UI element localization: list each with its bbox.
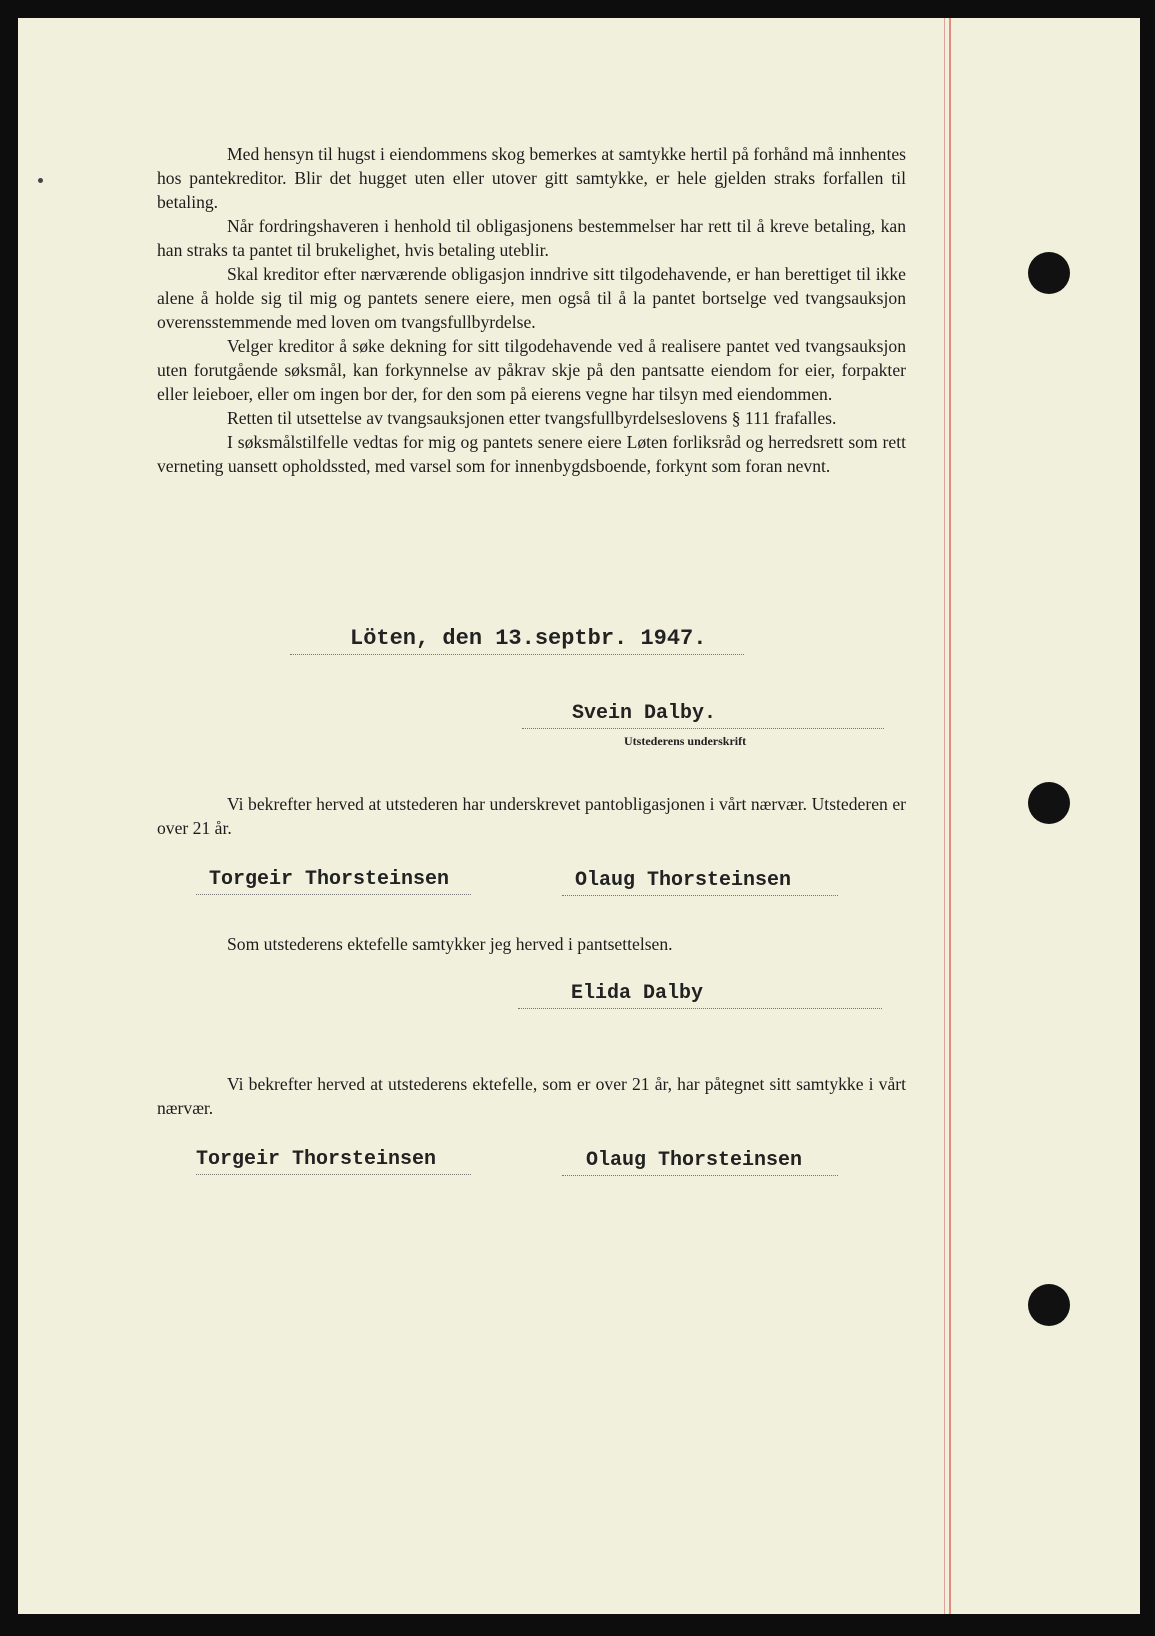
statement-text: Vi bekrefter herved at utstederens ektefelle, som er over 21 år, har påtegnet sitt samtykke i vårt nærvær.	[157, 1074, 906, 1118]
ink-speck	[38, 178, 43, 183]
punch-hole	[1028, 1284, 1070, 1326]
paragraph: Retten til utsettelse av tvangsauksjonen etter tvangsfullbyrdelseslovens § 111 frafalles.	[227, 408, 837, 428]
document-page	[18, 18, 1140, 1614]
place-date: Löten, den 13.septbr. 1947.	[290, 626, 744, 655]
witness-signature: Olaug Thorsteinsen	[562, 1149, 838, 1176]
margin-rule	[944, 18, 945, 1614]
margin-rule	[949, 18, 951, 1614]
issuer-signature: Svein Dalby.	[522, 702, 884, 729]
paragraph: I søksmålstilfelle vedtas for mig og pantets senere eiere Løten forliksråd og herredsrett som rett verneting uansett opholdssted, med varsel som for innenbygdsboende, forkynt som foran nevnt.	[157, 432, 906, 476]
paragraph: Skal kreditor efter nærværende obligasjon inndrive sitt tilgodehavende, er han berettiget til ikke alene å holde sig til mig og pantets senere eiere, men også til å la pantet bortselge ved tvangsauksjon overensstemmende med loven om tvangsfullbyrdelse.	[157, 264, 906, 332]
witness-statement	[157, 792, 906, 840]
paragraph: Når fordringshaveren i henhold til obligasjonens bestemmelser har rett til å kreve betaling, kan han straks ta pantet til brukelighet, hvis betaling uteblir.	[157, 216, 906, 260]
terms-text	[157, 142, 906, 478]
witness-signature: Olaug Thorsteinsen	[562, 869, 838, 896]
punch-hole	[1028, 782, 1070, 824]
issuer-caption: Utstederens underskrift	[624, 734, 747, 748]
witness-statement	[157, 1072, 906, 1120]
witness-signature: Torgeir Thorsteinsen	[196, 1148, 471, 1175]
paragraph: Med hensyn til hugst i eiendommens skog bemerkes at samtykke hertil på forhånd må innhentes hos pantekreditor. Blir det hugget uten eller utover gitt samtykke, er hele gjelden straks forfallen til betaling.	[157, 144, 906, 212]
paragraph: Velger kreditor å søke dekning for sitt tilgodehavende ved å realisere pantet ved tvangsauksjon uten forutgående søksmål, kan forkynnelse av påkrav skje på den pantsatte eiendom for eier, forpakter eller leieboer, eller om ingen bor der, for den som på eierens vegne har tilsyn med eiendommen.	[157, 336, 906, 404]
spouse-signature: Elida Dalby	[518, 982, 882, 1009]
punch-hole	[1028, 252, 1070, 294]
witness-signature: Torgeir Thorsteinsen	[196, 868, 471, 895]
statement-text: Vi bekrefter herved at utstederen har underskrevet pantobligasjonen i vårt nærvær. Utstederen er over 21 år.	[157, 794, 906, 838]
consent-text: Som utstederens ektefelle samtykker jeg herved i pantsettelsen.	[227, 934, 673, 954]
spouse-consent	[227, 932, 927, 956]
